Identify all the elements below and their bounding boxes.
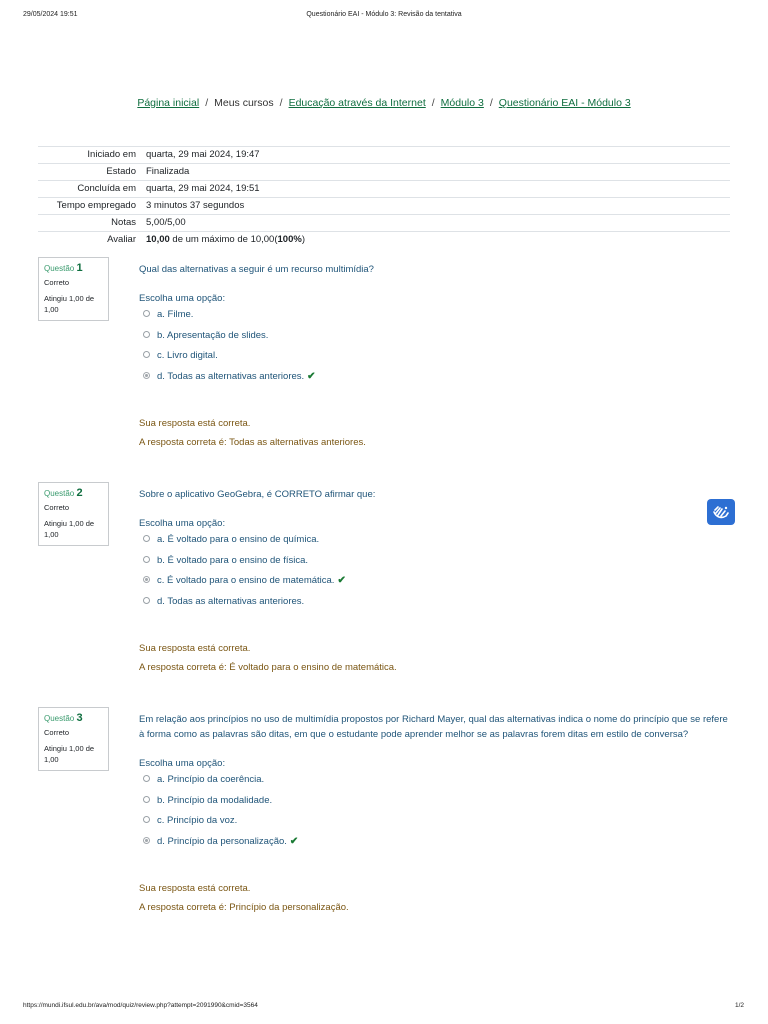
summary-row-grade <box>38 232 730 249</box>
question-grade: Atingiu 1,00 de 1,00 <box>44 744 95 764</box>
breadcrumb-separator: / <box>205 97 209 109</box>
question-info-1 <box>38 257 109 321</box>
breadcrumb-home-link[interactable]: Página inicial <box>137 97 200 109</box>
print-header <box>0 11 768 21</box>
correct-answer: A resposta correta é: Princípio da personalização. <box>139 902 349 913</box>
option-label: b. É voltado para o ensino de física. <box>157 554 309 566</box>
summary-label: Avaliar <box>38 232 142 249</box>
question-content-1 <box>139 262 729 448</box>
question-state: Correto <box>44 728 70 737</box>
question-prompt: Escolha uma opção: <box>139 758 226 769</box>
grade-value <box>142 232 730 249</box>
breadcrumb-separator: / <box>279 97 283 109</box>
radio-button[interactable] <box>143 556 150 563</box>
radio-button[interactable] <box>143 535 150 542</box>
option-label: c. Livro digital. <box>157 350 218 361</box>
option-label: a. Princípio da coerência. <box>157 774 265 785</box>
question-text: Qual das alternativas a seguir é um recurso multimídia? <box>139 264 374 275</box>
answer-option[interactable] <box>139 349 729 370</box>
option-label: a. Filme. <box>157 309 194 320</box>
question-label: Questão <box>44 714 75 723</box>
breadcrumb-module-link[interactable]: Módulo 3 <box>440 97 484 109</box>
summary-row <box>38 181 730 198</box>
attempt-summary-table <box>38 146 730 248</box>
summary-row <box>38 147 730 164</box>
radio-button[interactable] <box>143 310 150 317</box>
question-number <box>44 487 103 499</box>
print-date: 29/05/2024 19:51 <box>23 11 78 18</box>
feedback-correct: Sua resposta está correta. <box>139 643 251 654</box>
answer-option[interactable] <box>139 814 729 835</box>
question-info-2 <box>38 482 109 546</box>
radio-button[interactable] <box>143 331 150 338</box>
answer-option[interactable] <box>139 533 729 554</box>
feedback-correct: Sua resposta está correta. <box>139 883 251 894</box>
option-label: a. É voltado para o ensino de química. <box>157 534 320 545</box>
option-label: d. Todas as alternativas anteriores. <box>157 595 305 607</box>
feedback <box>139 418 729 448</box>
answer-option[interactable] <box>139 794 729 815</box>
question-text: Em relação aos princípios no uso de multimídia propostos por Richard Mayer, qual das alternativas indica o nome do princípio que se refere à forma como as palavras são ditas, em que o estudante pode aprender melhor se as palavras forem ditas em estilo de conversa? <box>139 714 728 740</box>
summary-value: Finalizada <box>142 164 730 181</box>
breadcrumb-quiz-link[interactable]: Questionário EAI - Módulo 3 <box>498 97 631 109</box>
feedback <box>139 643 729 673</box>
breadcrumb <box>0 97 768 109</box>
breadcrumb-courses: Meus cursos <box>214 97 274 109</box>
question-label: Questão <box>44 489 75 498</box>
summary-value: quarta, 29 mai 2024, 19:51 <box>142 181 730 198</box>
question-state: Correto <box>44 503 70 512</box>
summary-label: Concluída em <box>38 181 142 198</box>
feedback <box>139 883 729 913</box>
question-grade: Atingiu 1,00 de 1,00 <box>44 294 95 314</box>
grade-score: 10,00 <box>146 234 170 245</box>
option-label: c. Princípio da voz. <box>157 815 238 826</box>
answer-option[interactable] <box>139 773 729 794</box>
question-number <box>44 712 103 724</box>
answer-option-selected[interactable] <box>139 835 729 856</box>
question-prompt: Escolha uma opção: <box>139 293 226 304</box>
question-number-value: 2 <box>76 487 83 499</box>
option-label: d. Princípio da personalização. <box>157 835 287 847</box>
correct-answer: A resposta correta é: Todas as alternativas anteriores. <box>139 437 366 448</box>
radio-button-selected[interactable] <box>143 576 150 583</box>
summary-row <box>38 198 730 215</box>
summary-label: Estado <box>38 164 142 181</box>
answer-options <box>139 773 729 855</box>
feedback-correct: Sua resposta está correta. <box>139 418 251 429</box>
radio-button[interactable] <box>143 816 150 823</box>
summary-label: Notas <box>38 215 142 232</box>
question-content-2 <box>139 487 729 673</box>
question-state: Correto <box>44 278 70 287</box>
check-icon: ✔ <box>307 370 316 382</box>
answer-options <box>139 308 729 390</box>
answer-option[interactable] <box>139 554 729 575</box>
question-number <box>44 262 103 274</box>
print-page-number: 1/2 <box>734 1002 744 1009</box>
summary-value: 3 minutos 37 segundos <box>142 198 730 215</box>
answer-option[interactable] <box>139 329 729 350</box>
option-label: b. Apresentação de slides. <box>157 329 269 341</box>
summary-value: 5,00/5,00 <box>142 215 730 232</box>
summary-value: quarta, 29 mai 2024, 19:47 <box>142 147 730 164</box>
answer-option[interactable] <box>139 308 729 329</box>
summary-label: Tempo empregado <box>38 198 142 215</box>
radio-button-selected[interactable] <box>143 372 150 379</box>
summary-row <box>38 164 730 181</box>
breadcrumb-course-link[interactable]: Educação através da Internet <box>288 97 426 109</box>
grade-middle: de um máximo de 10,00( <box>169 234 278 245</box>
question-grade: Atingiu 1,00 de 1,00 <box>44 519 95 539</box>
radio-button[interactable] <box>143 796 150 803</box>
print-url: https://mundi.ifsul.edu.br/ava/mod/quiz/review.php?attempt=2091990&cmid=3564 <box>23 1002 258 1009</box>
radio-button-selected[interactable] <box>143 837 150 844</box>
question-prompt: Escolha uma opção: <box>139 518 226 529</box>
print-title: Questionário EAI - Módulo 3: Revisão da tentativa <box>306 11 462 18</box>
breadcrumb-separator: / <box>431 97 435 109</box>
check-icon: ✔ <box>289 835 299 847</box>
correct-answer: A resposta correta é: É voltado para o ensino de matemática. <box>139 662 397 673</box>
check-icon: ✔ <box>337 575 346 586</box>
grade-percent: 100% <box>277 234 302 245</box>
question-label: Questão <box>44 264 75 273</box>
question-number-value: 1 <box>76 262 83 274</box>
question-content-3 <box>139 712 729 913</box>
answer-option-selected[interactable] <box>139 574 729 595</box>
radio-button[interactable] <box>143 597 150 604</box>
option-label: d. Todas as alternativas anteriores. <box>157 370 305 382</box>
accessibility-hand-icon <box>712 504 730 520</box>
answer-option[interactable] <box>139 595 729 616</box>
option-label: b. Princípio da modalidade. <box>157 794 273 806</box>
breadcrumb-separator: / <box>489 97 493 109</box>
answer-option-selected[interactable] <box>139 370 729 391</box>
summary-label: Iniciado em <box>38 147 142 164</box>
radio-button[interactable] <box>143 351 150 358</box>
answer-options <box>139 533 729 615</box>
summary-row <box>38 215 730 232</box>
question-text: Sobre o aplicativo GeoGebra, é CORRETO afirmar que: <box>139 489 376 500</box>
question-number-value: 3 <box>76 712 83 724</box>
radio-button[interactable] <box>143 775 150 782</box>
question-info-3 <box>38 707 109 771</box>
grade-end: ) <box>301 234 305 245</box>
option-label: c. É voltado para o ensino de matemática. <box>157 575 335 586</box>
accessibility-button[interactable] <box>707 499 735 525</box>
